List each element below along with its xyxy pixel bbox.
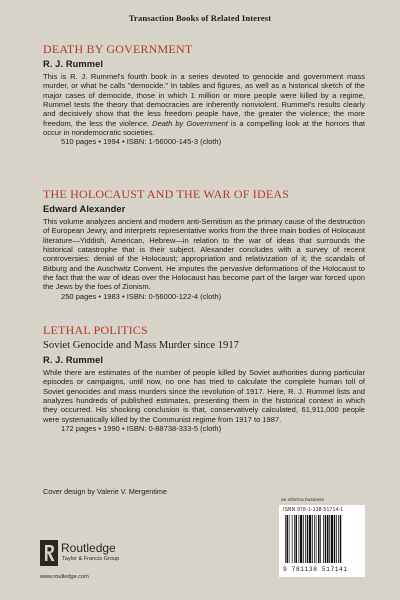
book-subtitle: Soviet Genocide and Mass Murder since 1917 (43, 340, 239, 351)
informa-tagline: an informa business (281, 498, 324, 503)
publisher-name: Routledge (61, 541, 116, 555)
description-text: This is R. J. Rummel's fourth book in a series devoted to genocide and government mass murder, or what he calls "democide." In tables and figures, as well as a historical sketch of the major cases of democide, those in which 1 million or more people were killed by a regime, Rummel tests the theory that democracies are inherently nonviolent. Rummel's results clearly and decisively show that the less freedom people have, the greater the violence; the more freedom, the less the violence. (43, 72, 365, 128)
book-author: R. J. Rummel (43, 59, 104, 69)
book-title: THE HOLOCAUST AND THE WAR OF IDEAS (43, 187, 290, 201)
publisher-logo (40, 540, 170, 580)
barcode-digits: 9 781138 517141 (283, 566, 348, 573)
header: Transaction Books of Related Interest (128, 13, 272, 23)
cover-design-credit: Cover design by Valerie V. Mergentime (43, 487, 167, 496)
book-entry-holocaust-war-of-ideas (43, 187, 365, 301)
description-text: is a compelling look at the horrors that occur in nondemocratic societies. (43, 118, 365, 138)
book-description (43, 72, 365, 137)
book-specs: 510 pages • 1994 • ISBN: 1-56000-145-3 (cloth) (61, 137, 222, 147)
description-italic-title: Death by Government (152, 118, 228, 128)
book-specs: 250 pages • 1983 • ISBN: 0-56000-122-4 (cloth) (61, 291, 222, 301)
book-author: Edward Alexander (43, 204, 126, 214)
book-description: While there are estimates of the number of people killed by Soviet authorities during particular episodes or campaigns, until now, no one has tried to calculate the complete human toll of Soviet genocides and mass murders since the revolution of 1917. Here, R. J. Rummel lists and analyzes hundreds of published estimates, presenting them in the historical context in which they occurred. His shocking conclusion is that, conservatively calculated, 61,911,000 people were systematically killed by the Communist regime from 1917 to 1987. (43, 368, 365, 424)
book-entry-lethal-politics (43, 323, 365, 433)
publisher-url: www.routledge.com (40, 574, 89, 580)
book-entry-death-by-government (43, 42, 365, 147)
isbn-label: ISBN 978-1-138-51714-1 (283, 507, 344, 513)
barcode-icon (284, 515, 360, 565)
publisher-group: Taylor & Francis Group (62, 556, 120, 562)
book-description: This volume analyzes ancient and modern anti-Semitism as the primary cause of the destruction of European Jewry, and interprets representative works from the three main bodies of Holocaust literature—Yiddish, American, Hebrew—in relation to the war of ideas that surrounds the historical catastrophe that is their subject. Alexander concludes with a survey of recent controversies: denial of the Holocaust; appropriation and relativization of it; the scandals of Bitburg and the Auschwitz Convent. He imputes the pervasive deformations of the Holocaust to the fact that the war of ideas over the Holocaust has become part of the larger war forced upon the Jews by the foes of Zionism. (43, 217, 365, 292)
routledge-r-icon (40, 540, 58, 566)
book-title: DEATH BY GOVERNMENT (43, 42, 193, 56)
book-author: R. J. Rummel (43, 355, 104, 365)
book-specs: 172 pages • 1990 • ISBN: 0-88738-333-5 (cloth) (61, 424, 222, 434)
book-title: LETHAL POLITICS (43, 323, 148, 337)
